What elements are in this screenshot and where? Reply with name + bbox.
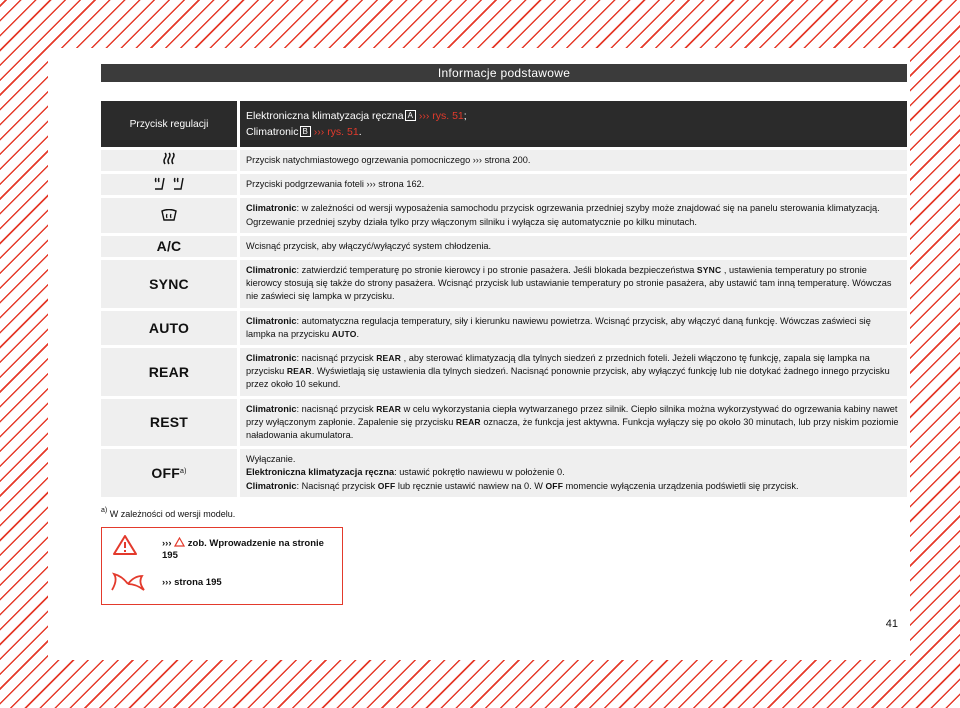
warning-small-icon — [174, 537, 185, 547]
description-cell: Climatronic: nacisnąć przycisk REAR w celu wykorzystania ciepła wytwarzanego przez silnik. Ciepło silnika można wykorzystywać do ogrzewania kabiny nawet przy wyłączonym zapłonie. Zapalenie się przycisku REAR oznacza, że funkcja jest aktywna. Funkcja wyłączy się po około 30 minutach, lub przy niskim poziomie naładowania akumulatora. — [237, 399, 907, 447]
figure-label-b: B — [300, 126, 311, 137]
ac-button-label: A/C — [101, 236, 237, 257]
table-row — [101, 260, 907, 308]
warning-box — [101, 527, 343, 605]
table-row — [101, 174, 907, 195]
page-number: 41 — [885, 618, 898, 630]
description-cell: Climatronic: automatyczna regulacja temperatury, siły i kierunku nawiewu powietrza. Wcisnąć przycisk, aby włączyć daną funkcję. Wówczas zaświeci się lampka na przycisku AUTO. — [237, 311, 907, 345]
open-book-icon — [110, 570, 150, 592]
figure-ref-link[interactable]: ››› rys. 51 — [313, 126, 359, 138]
rear-window-heat-icon — [162, 152, 176, 166]
description-cell: Climatronic: nacisnąć przycisk REAR , aby sterować klimatyzacją dla tylnych siedzeń z przednich foteli. Jeżeli włączono tę funkcję, zapala się lampka na przycisku REAR. Wyświetlają się ustawienia dla tylnych siedzeń. Nacisnąć ponownie przycisk, aby wyłączyć funkcję lub nie dotykać żadnego innego przycisku przez około 10 sekund. — [237, 348, 907, 396]
rear-button-label: REAR — [101, 348, 237, 396]
description-cell: Przyciski podgrzewania foteli ››› strona 162. — [237, 174, 907, 195]
inline-button-label: REAR — [376, 353, 402, 364]
table-row — [101, 348, 907, 396]
sync-button-label: SYNC — [101, 260, 237, 308]
description-cell: Wyłączanie. Elektroniczna klimatyzacja ręczna: ustawić pokrętło nawiewu w położenie 0. Climatronic: Nacisnąć przycisk OFF lub ręcznie ustawić nawiew na 0. W OFF momencie wyłączenia urządzenia podświetli się przycisk. — [237, 449, 907, 497]
table-row — [101, 236, 907, 257]
inline-button-label: REAR — [455, 416, 481, 427]
note-reference-text: ››› strona 195 — [162, 577, 222, 588]
inline-button-label: AUTO — [331, 328, 357, 339]
warning-triangle-icon — [112, 534, 138, 556]
table-row — [101, 150, 907, 171]
auto-button-label: AUTO — [101, 311, 237, 345]
seat-heating-icon — [152, 176, 186, 190]
inline-button-label: REAR — [286, 366, 312, 377]
document-page — [48, 48, 910, 660]
table-row — [101, 399, 907, 447]
windshield-heat-icon — [161, 209, 177, 221]
inline-button-label: OFF — [545, 480, 564, 491]
table-header-row — [101, 101, 907, 147]
footnote: $^{a)}$ W zależności od wersji modelu. — [101, 507, 236, 519]
table-row — [101, 198, 907, 232]
figure-ref-link[interactable]: ››› rys. 51 — [418, 110, 464, 122]
table-row — [101, 311, 907, 345]
page-header: Informacje podstawowe — [101, 64, 907, 82]
rest-button-label: REST — [101, 399, 237, 447]
figure-label-a: A — [405, 110, 416, 121]
table-row — [101, 449, 907, 497]
inline-button-label: REAR — [376, 403, 402, 414]
off-button-label: OFF$^{a)}$ — [101, 449, 237, 497]
description-cell: Przycisk natychmiastowego ogrzewania pomocniczego ››› strona 200. — [237, 150, 907, 171]
description-cell: Climatronic: zatwierdzić temperaturę po stronie kierowcy i po stronie pasażera. Jeśli blokada bezpieczeństwa SYNC , ustawienia temperatury po stronie kierowcy stosują się także do strony pasażera. Wcisnąć przycisk lub ustawianie temperatury po stronie pasażera, aby ustawić tam inną temperaturę. Wówczas nie zaświeci się lampka w przycisku. — [237, 260, 907, 308]
col-header-description: Elektroniczna klimatyzacja ręczna A ››› rys. 51; Climatronic B ››› rys. 51. — [237, 101, 907, 147]
description-cell: Wcisnąć przycisk, aby włączyć/wyłączyć system chłodzenia. — [237, 236, 907, 257]
controls-table — [101, 98, 907, 500]
inline-button-label: SYNC — [696, 265, 722, 276]
description-cell: Climatronic: w zależności od wersji wyposażenia samochodu przycisk ogrzewania przedniej szyby może znajdować się na panelu sterowania klimatyzacją. Ogrzewanie przedniej szyby działa tylko przy włączonym silniku i wyłącza się automatycznie po kilku minutach. — [237, 198, 907, 232]
col-header-button: Przycisk regulacji — [101, 101, 237, 147]
inline-button-label: OFF — [377, 480, 396, 491]
icon-cell — [101, 150, 237, 171]
warning-reference-text: ››› zob. Wprowadzenie na stronie 195 — [162, 538, 324, 561]
icon-cell — [101, 198, 237, 232]
icon-cell — [101, 174, 237, 195]
